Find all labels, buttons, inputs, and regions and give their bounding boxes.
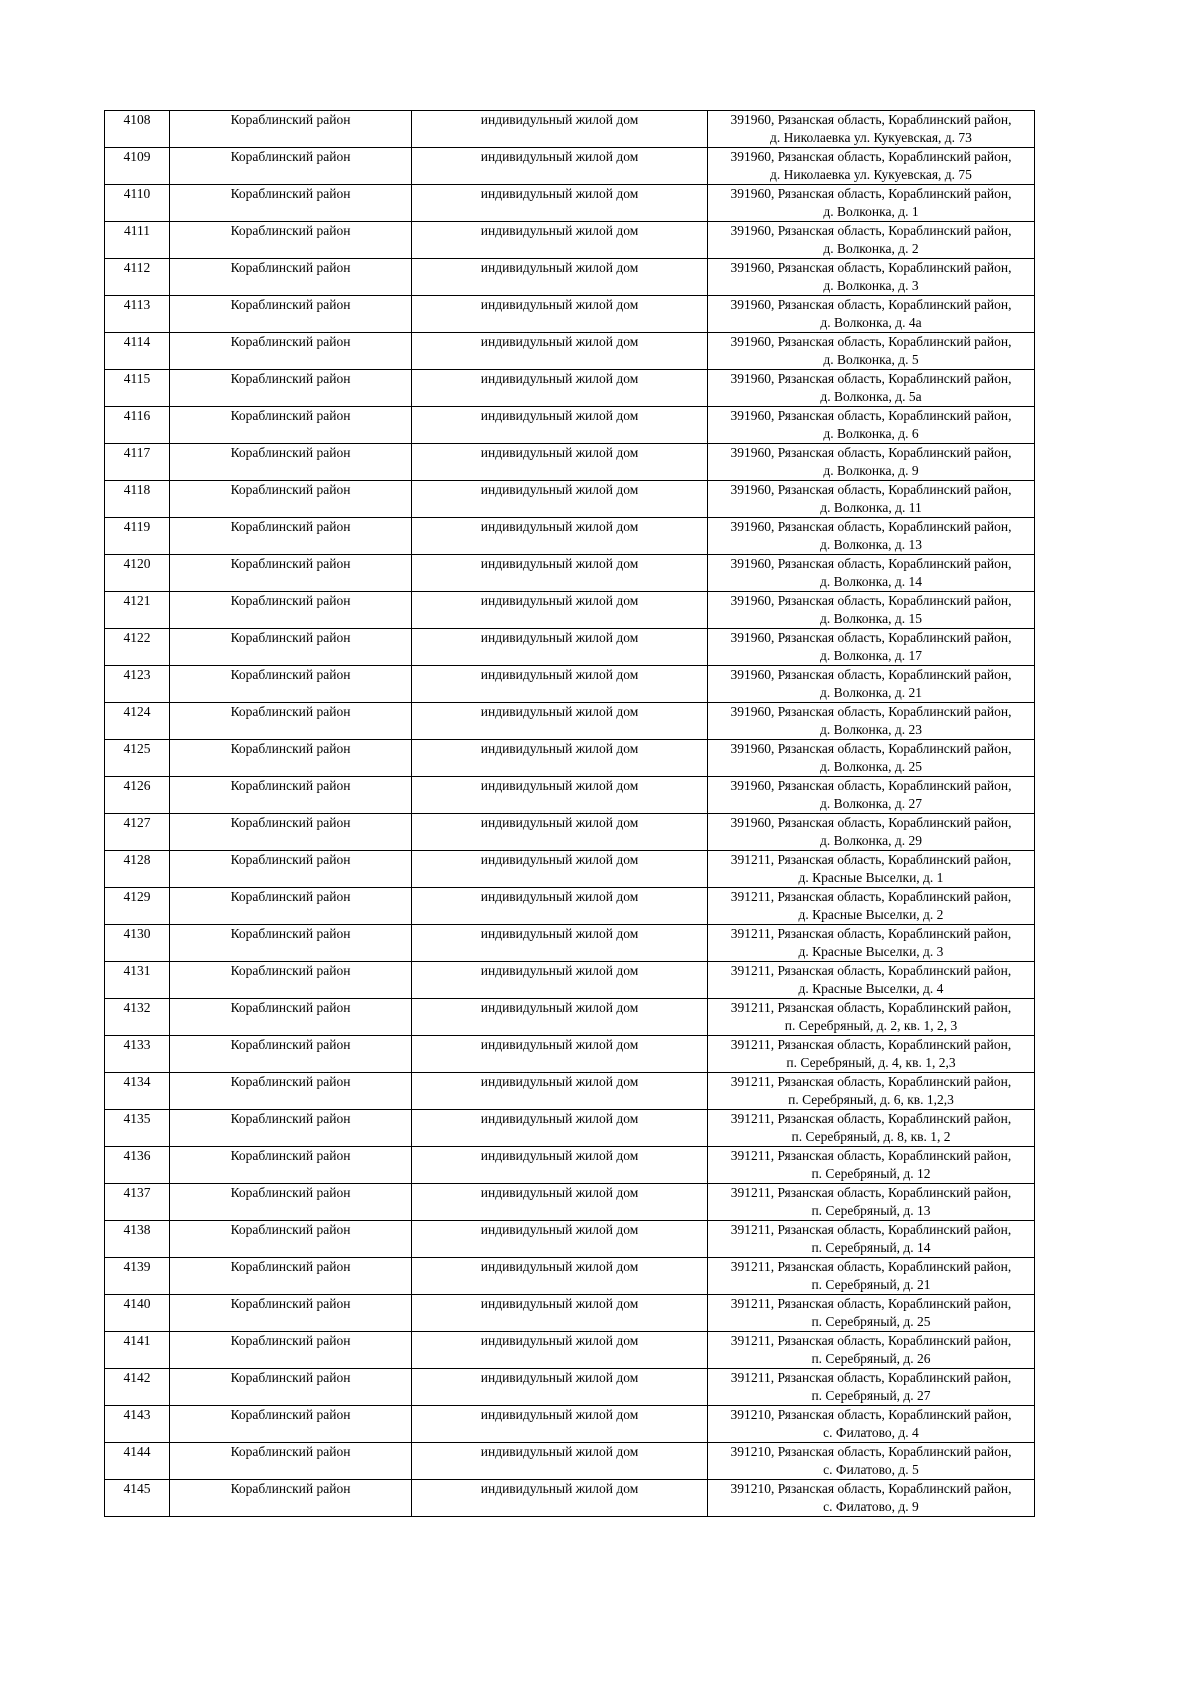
address-line-1: 391960, Рязанская область, Кораблинский район,	[730, 334, 1012, 349]
district-cell: Кораблинский район	[170, 962, 412, 999]
row-number: 4119	[105, 518, 170, 555]
address-line-2: п. Серебряный, д. 14	[811, 1240, 931, 1255]
district-cell: Кораблинский район	[170, 1258, 412, 1295]
district-cell: Кораблинский район	[170, 1369, 412, 1406]
address-cell	[708, 1369, 1035, 1406]
district-cell: Кораблинский район	[170, 1036, 412, 1073]
table-row	[105, 814, 1035, 851]
table-row	[105, 296, 1035, 333]
row-number: 4140	[105, 1295, 170, 1332]
row-number: 4130	[105, 925, 170, 962]
address-line-2: п. Серебряный, д. 13	[811, 1203, 931, 1218]
building-type-cell: индивидульный жилой дом	[412, 777, 708, 814]
table-row	[105, 1480, 1035, 1517]
address-line-1: 391960, Рязанская область, Кораблинский район,	[730, 815, 1012, 830]
table-row	[105, 777, 1035, 814]
building-type-cell: индивидульный жилой дом	[412, 407, 708, 444]
table-row	[105, 1036, 1035, 1073]
building-type-cell: индивидульный жилой дом	[412, 1147, 708, 1184]
address-cell	[708, 444, 1035, 481]
row-number: 4110	[105, 185, 170, 222]
row-number: 4133	[105, 1036, 170, 1073]
address-line-1: 391960, Рязанская область, Кораблинский район,	[730, 408, 1012, 423]
address-cell	[708, 925, 1035, 962]
address-line-1: 391960, Рязанская область, Кораблинский район,	[730, 445, 1012, 460]
address-line-2: п. Серебряный, д. 8, кв. 1, 2	[791, 1129, 951, 1144]
address-line-1: 391210, Рязанская область, Кораблинский район,	[730, 1481, 1012, 1496]
address-line-1: 391960, Рязанская область, Кораблинский район,	[730, 778, 1012, 793]
row-number: 4123	[105, 666, 170, 703]
building-type-cell: индивидульный жилой дом	[412, 999, 708, 1036]
address-line-1: 391211, Рязанская область, Кораблинский район,	[730, 889, 1012, 904]
table-row	[105, 481, 1035, 518]
district-cell: Кораблинский район	[170, 518, 412, 555]
district-cell: Кораблинский район	[170, 333, 412, 370]
row-number: 4114	[105, 333, 170, 370]
address-line-2: д. Волконка, д. 27	[820, 796, 922, 811]
address-line-1: 391960, Рязанская область, Кораблинский район,	[730, 149, 1012, 164]
building-type-cell: индивидульный жилой дом	[412, 1073, 708, 1110]
address-line-2: д. Волконка, д. 25	[820, 759, 922, 774]
row-number: 4122	[105, 629, 170, 666]
row-number: 4112	[105, 259, 170, 296]
district-cell: Кораблинский район	[170, 444, 412, 481]
row-number: 4132	[105, 999, 170, 1036]
table-row	[105, 148, 1035, 185]
address-line-2: п. Серебряный, д. 21	[811, 1277, 931, 1292]
address-line-2: д. Волконка, д. 2	[823, 241, 919, 256]
building-type-cell: индивидульный жилой дом	[412, 1480, 708, 1517]
building-type-cell: индивидульный жилой дом	[412, 185, 708, 222]
address-line-2: с. Филатово, д. 5	[823, 1462, 919, 1477]
address-cell	[708, 518, 1035, 555]
building-type-cell: индивидульный жилой дом	[412, 666, 708, 703]
building-type-cell: индивидульный жилой дом	[412, 1332, 708, 1369]
district-cell: Кораблинский район	[170, 1110, 412, 1147]
table-row	[105, 222, 1035, 259]
district-cell: Кораблинский район	[170, 777, 412, 814]
table-row	[105, 1406, 1035, 1443]
building-type-cell: индивидульный жилой дом	[412, 1110, 708, 1147]
row-number: 4116	[105, 407, 170, 444]
table-row	[105, 1295, 1035, 1332]
address-line-2: п. Серебряный, д. 6, кв. 1,2,3	[788, 1092, 954, 1107]
table-row	[105, 666, 1035, 703]
district-cell: Кораблинский район	[170, 592, 412, 629]
address-cell	[708, 851, 1035, 888]
row-number: 4129	[105, 888, 170, 925]
address-line-2: п. Серебряный, д. 25	[811, 1314, 931, 1329]
table-row	[105, 259, 1035, 296]
district-cell: Кораблинский район	[170, 703, 412, 740]
address-line-2: д. Красные Выселки, д. 1	[798, 870, 944, 885]
address-cell	[708, 1147, 1035, 1184]
row-number: 4141	[105, 1332, 170, 1369]
address-line-1: 391960, Рязанская область, Кораблинский район,	[730, 482, 1012, 497]
table-row	[105, 1369, 1035, 1406]
district-cell: Кораблинский район	[170, 1295, 412, 1332]
address-cell	[708, 814, 1035, 851]
address-line-2: п. Серебряный, д. 4, кв. 1, 2,3	[786, 1055, 956, 1070]
building-type-cell: индивидульный жилой дом	[412, 851, 708, 888]
address-line-1: 391960, Рязанская область, Кораблинский район,	[730, 630, 1012, 645]
address-line-1: 391960, Рязанская область, Кораблинский район,	[730, 556, 1012, 571]
address-line-1: 391211, Рязанская область, Кораблинский район,	[730, 963, 1012, 978]
address-cell	[708, 888, 1035, 925]
building-type-cell: индивидульный жилой дом	[412, 222, 708, 259]
address-cell	[708, 1295, 1035, 1332]
address-cell	[708, 148, 1035, 185]
district-cell: Кораблинский район	[170, 407, 412, 444]
district-cell: Кораблинский район	[170, 481, 412, 518]
building-type-cell: индивидульный жилой дом	[412, 481, 708, 518]
address-line-2: д. Красные Выселки, д. 2	[798, 907, 944, 922]
district-cell: Кораблинский район	[170, 370, 412, 407]
address-line-1: 391960, Рязанская область, Кораблинский район,	[730, 371, 1012, 386]
address-line-1: 391211, Рязанская область, Кораблинский район,	[730, 1222, 1012, 1237]
building-type-cell: индивидульный жилой дом	[412, 592, 708, 629]
row-number: 4144	[105, 1443, 170, 1480]
row-number: 4127	[105, 814, 170, 851]
address-cell	[708, 370, 1035, 407]
row-number: 4134	[105, 1073, 170, 1110]
table-row	[105, 1073, 1035, 1110]
building-type-cell: индивидульный жилой дом	[412, 1184, 708, 1221]
table-row	[105, 962, 1035, 999]
address-cell	[708, 592, 1035, 629]
address-cell	[708, 1480, 1035, 1517]
address-cell	[708, 1221, 1035, 1258]
address-line-1: 391211, Рязанская область, Кораблинский район,	[730, 1074, 1012, 1089]
address-cell	[708, 1036, 1035, 1073]
address-line-1: 391960, Рязанская область, Кораблинский район,	[730, 297, 1012, 312]
address-line-1: 391211, Рязанская область, Кораблинский район,	[730, 1259, 1012, 1274]
row-number: 4125	[105, 740, 170, 777]
row-number: 4135	[105, 1110, 170, 1147]
row-number: 4138	[105, 1221, 170, 1258]
table-row	[105, 592, 1035, 629]
address-cell	[708, 555, 1035, 592]
row-number: 4120	[105, 555, 170, 592]
building-type-cell: индивидульный жилой дом	[412, 296, 708, 333]
table-row	[105, 444, 1035, 481]
address-cell	[708, 777, 1035, 814]
building-type-cell: индивидульный жилой дом	[412, 370, 708, 407]
table-row	[105, 1332, 1035, 1369]
address-line-1: 391960, Рязанская область, Кораблинский район,	[730, 519, 1012, 534]
building-type-cell: индивидульный жилой дом	[412, 740, 708, 777]
building-type-cell: индивидульный жилой дом	[412, 1369, 708, 1406]
building-type-cell: индивидульный жилой дом	[412, 111, 708, 148]
address-cell	[708, 296, 1035, 333]
address-line-2: д. Красные Выселки, д. 3	[798, 944, 944, 959]
table-row	[105, 888, 1035, 925]
address-line-2: д. Волконка, д. 1	[823, 204, 919, 219]
table-row	[105, 111, 1035, 148]
row-number: 4143	[105, 1406, 170, 1443]
address-cell	[708, 1443, 1035, 1480]
district-cell: Кораблинский район	[170, 1147, 412, 1184]
address-line-1: 391211, Рязанская область, Кораблинский район,	[730, 1370, 1012, 1385]
address-cell	[708, 740, 1035, 777]
row-number: 4115	[105, 370, 170, 407]
row-number: 4142	[105, 1369, 170, 1406]
table-row	[105, 407, 1035, 444]
row-number: 4118	[105, 481, 170, 518]
address-cell	[708, 185, 1035, 222]
address-line-2: д. Волконка, д. 5	[823, 352, 919, 367]
address-line-1: 391211, Рязанская область, Кораблинский район,	[730, 1037, 1012, 1052]
building-type-cell: индивидульный жилой дом	[412, 1258, 708, 1295]
address-line-1: 391211, Рязанская область, Кораблинский район,	[730, 1148, 1012, 1163]
row-number: 4145	[105, 1480, 170, 1517]
address-line-2: д. Волконка, д. 11	[820, 500, 922, 515]
building-type-cell: индивидульный жилой дом	[412, 629, 708, 666]
address-line-2: с. Филатово, д. 9	[823, 1499, 919, 1514]
building-type-cell: индивидульный жилой дом	[412, 333, 708, 370]
building-type-cell: индивидульный жилой дом	[412, 814, 708, 851]
address-line-2: п. Серебряный, д. 12	[811, 1166, 931, 1181]
address-line-2: д. Волконка, д. 9	[823, 463, 919, 478]
address-cell	[708, 333, 1035, 370]
table-row	[105, 999, 1035, 1036]
table-row	[105, 185, 1035, 222]
building-type-cell: индивидульный жилой дом	[412, 703, 708, 740]
district-cell: Кораблинский район	[170, 999, 412, 1036]
district-cell: Кораблинский район	[170, 740, 412, 777]
row-number: 4137	[105, 1184, 170, 1221]
building-type-cell: индивидульный жилой дом	[412, 888, 708, 925]
address-cell	[708, 111, 1035, 148]
building-type-cell: индивидульный жилой дом	[412, 1036, 708, 1073]
district-cell: Кораблинский район	[170, 888, 412, 925]
table-row	[105, 925, 1035, 962]
address-cell	[708, 666, 1035, 703]
address-line-2: д. Волконка, д. 5а	[820, 389, 922, 404]
address-cell	[708, 1184, 1035, 1221]
address-line-2: д. Волконка, д. 21	[820, 685, 922, 700]
district-cell: Кораблинский район	[170, 222, 412, 259]
address-line-1: 391211, Рязанская область, Кораблинский район,	[730, 926, 1012, 941]
row-number: 4109	[105, 148, 170, 185]
table-row	[105, 370, 1035, 407]
table-row	[105, 518, 1035, 555]
table-row	[105, 555, 1035, 592]
building-type-cell: индивидульный жилой дом	[412, 518, 708, 555]
row-number: 4126	[105, 777, 170, 814]
address-line-1: 391211, Рязанская область, Кораблинский район,	[730, 852, 1012, 867]
address-cell	[708, 259, 1035, 296]
address-line-2: д. Волконка, д. 17	[820, 648, 922, 663]
row-number: 4113	[105, 296, 170, 333]
address-line-1: 391211, Рязанская область, Кораблинский район,	[730, 1185, 1012, 1200]
address-line-2: д. Волконка, д. 29	[820, 833, 922, 848]
address-cell	[708, 703, 1035, 740]
address-line-2: д. Николаевка ул. Кукуевская, д. 73	[770, 130, 972, 145]
building-type-cell: индивидульный жилой дом	[412, 1295, 708, 1332]
row-number: 4121	[105, 592, 170, 629]
address-line-1: 391960, Рязанская область, Кораблинский район,	[730, 593, 1012, 608]
district-cell: Кораблинский район	[170, 111, 412, 148]
address-cell	[708, 999, 1035, 1036]
building-type-cell: индивидульный жилой дом	[412, 555, 708, 592]
table-row	[105, 740, 1035, 777]
address-line-2: д. Волконка, д. 13	[820, 537, 922, 552]
district-cell: Кораблинский район	[170, 1073, 412, 1110]
table-row	[105, 629, 1035, 666]
address-cell	[708, 407, 1035, 444]
district-cell: Кораблинский район	[170, 1443, 412, 1480]
row-number: 4128	[105, 851, 170, 888]
address-line-2: д. Красные Выселки, д. 4	[798, 981, 944, 996]
table-row	[105, 851, 1035, 888]
table-row	[105, 1147, 1035, 1184]
address-line-2: с. Филатово, д. 4	[823, 1425, 919, 1440]
address-line-2: п. Серебряный, д. 26	[811, 1351, 931, 1366]
district-cell: Кораблинский район	[170, 1184, 412, 1221]
address-cell	[708, 1332, 1035, 1369]
district-cell: Кораблинский район	[170, 555, 412, 592]
table-row	[105, 1110, 1035, 1147]
district-cell: Кораблинский район	[170, 259, 412, 296]
district-cell: Кораблинский район	[170, 148, 412, 185]
address-line-2: д. Волконка, д. 14	[820, 574, 922, 589]
address-line-2: д. Волконка, д. 3	[823, 278, 919, 293]
address-line-1: 391960, Рязанская область, Кораблинский район,	[730, 667, 1012, 682]
district-cell: Кораблинский район	[170, 666, 412, 703]
address-line-1: 391211, Рязанская область, Кораблинский район,	[730, 1296, 1012, 1311]
district-cell: Кораблинский район	[170, 629, 412, 666]
row-number: 4136	[105, 1147, 170, 1184]
address-line-2: п. Серебряный, д. 27	[811, 1388, 931, 1403]
building-type-cell: индивидульный жилой дом	[412, 925, 708, 962]
district-cell: Кораблинский район	[170, 1406, 412, 1443]
district-cell: Кораблинский район	[170, 185, 412, 222]
address-cell	[708, 1406, 1035, 1443]
table-row	[105, 703, 1035, 740]
table-row	[105, 333, 1035, 370]
row-number: 4108	[105, 111, 170, 148]
building-type-cell: индивидульный жилой дом	[412, 1221, 708, 1258]
address-line-1: 391960, Рязанская область, Кораблинский район,	[730, 741, 1012, 756]
address-cell	[708, 1258, 1035, 1295]
housing-registry-table	[104, 110, 1035, 1517]
address-line-2: д. Волконка, д. 6	[823, 426, 919, 441]
building-type-cell: индивидульный жилой дом	[412, 1443, 708, 1480]
district-cell: Кораблинский район	[170, 1480, 412, 1517]
row-number: 4139	[105, 1258, 170, 1295]
address-line-1: 391960, Рязанская область, Кораблинский район,	[730, 704, 1012, 719]
row-number: 4131	[105, 962, 170, 999]
address-cell	[708, 222, 1035, 259]
address-cell	[708, 1073, 1035, 1110]
address-line-2: п. Серебряный, д. 2, кв. 1, 2, 3	[784, 1018, 958, 1033]
building-type-cell: индивидульный жилой дом	[412, 444, 708, 481]
address-cell	[708, 629, 1035, 666]
address-cell	[708, 481, 1035, 518]
table-row	[105, 1221, 1035, 1258]
district-cell: Кораблинский район	[170, 1221, 412, 1258]
district-cell: Кораблинский район	[170, 1332, 412, 1369]
table-row	[105, 1258, 1035, 1295]
district-cell: Кораблинский район	[170, 851, 412, 888]
district-cell: Кораблинский район	[170, 296, 412, 333]
table-body	[105, 111, 1035, 1517]
building-type-cell: индивидульный жилой дом	[412, 962, 708, 999]
row-number: 4124	[105, 703, 170, 740]
building-type-cell: индивидульный жилой дом	[412, 148, 708, 185]
address-line-1: 391211, Рязанская область, Кораблинский район,	[730, 1000, 1012, 1015]
address-cell	[708, 962, 1035, 999]
row-number: 4111	[105, 222, 170, 259]
table-row	[105, 1184, 1035, 1221]
address-line-1: 391960, Рязанская область, Кораблинский район,	[730, 260, 1012, 275]
address-line-1: 391211, Рязанская область, Кораблинский район,	[730, 1333, 1012, 1348]
address-line-2: д. Волконка, д. 15	[820, 611, 922, 626]
row-number: 4117	[105, 444, 170, 481]
address-line-1: 391211, Рязанская область, Кораблинский район,	[730, 1111, 1012, 1126]
address-cell	[708, 1110, 1035, 1147]
address-line-1: 391960, Рязанская область, Кораблинский район,	[730, 186, 1012, 201]
building-type-cell: индивидульный жилой дом	[412, 1406, 708, 1443]
address-line-2: д. Волконка, д. 23	[820, 722, 922, 737]
district-cell: Кораблинский район	[170, 925, 412, 962]
district-cell: Кораблинский район	[170, 814, 412, 851]
table-row	[105, 1443, 1035, 1480]
building-type-cell: индивидульный жилой дом	[412, 259, 708, 296]
address-line-1: 391210, Рязанская область, Кораблинский район,	[730, 1444, 1012, 1459]
address-line-2: д. Волконка, д. 4а	[820, 315, 922, 330]
address-line-1: 391210, Рязанская область, Кораблинский район,	[730, 1407, 1012, 1422]
address-line-1: 391960, Рязанская область, Кораблинский район,	[730, 112, 1012, 127]
address-line-1: 391960, Рязанская область, Кораблинский район,	[730, 223, 1012, 238]
address-line-2: д. Николаевка ул. Кукуевская, д. 75	[770, 167, 972, 182]
